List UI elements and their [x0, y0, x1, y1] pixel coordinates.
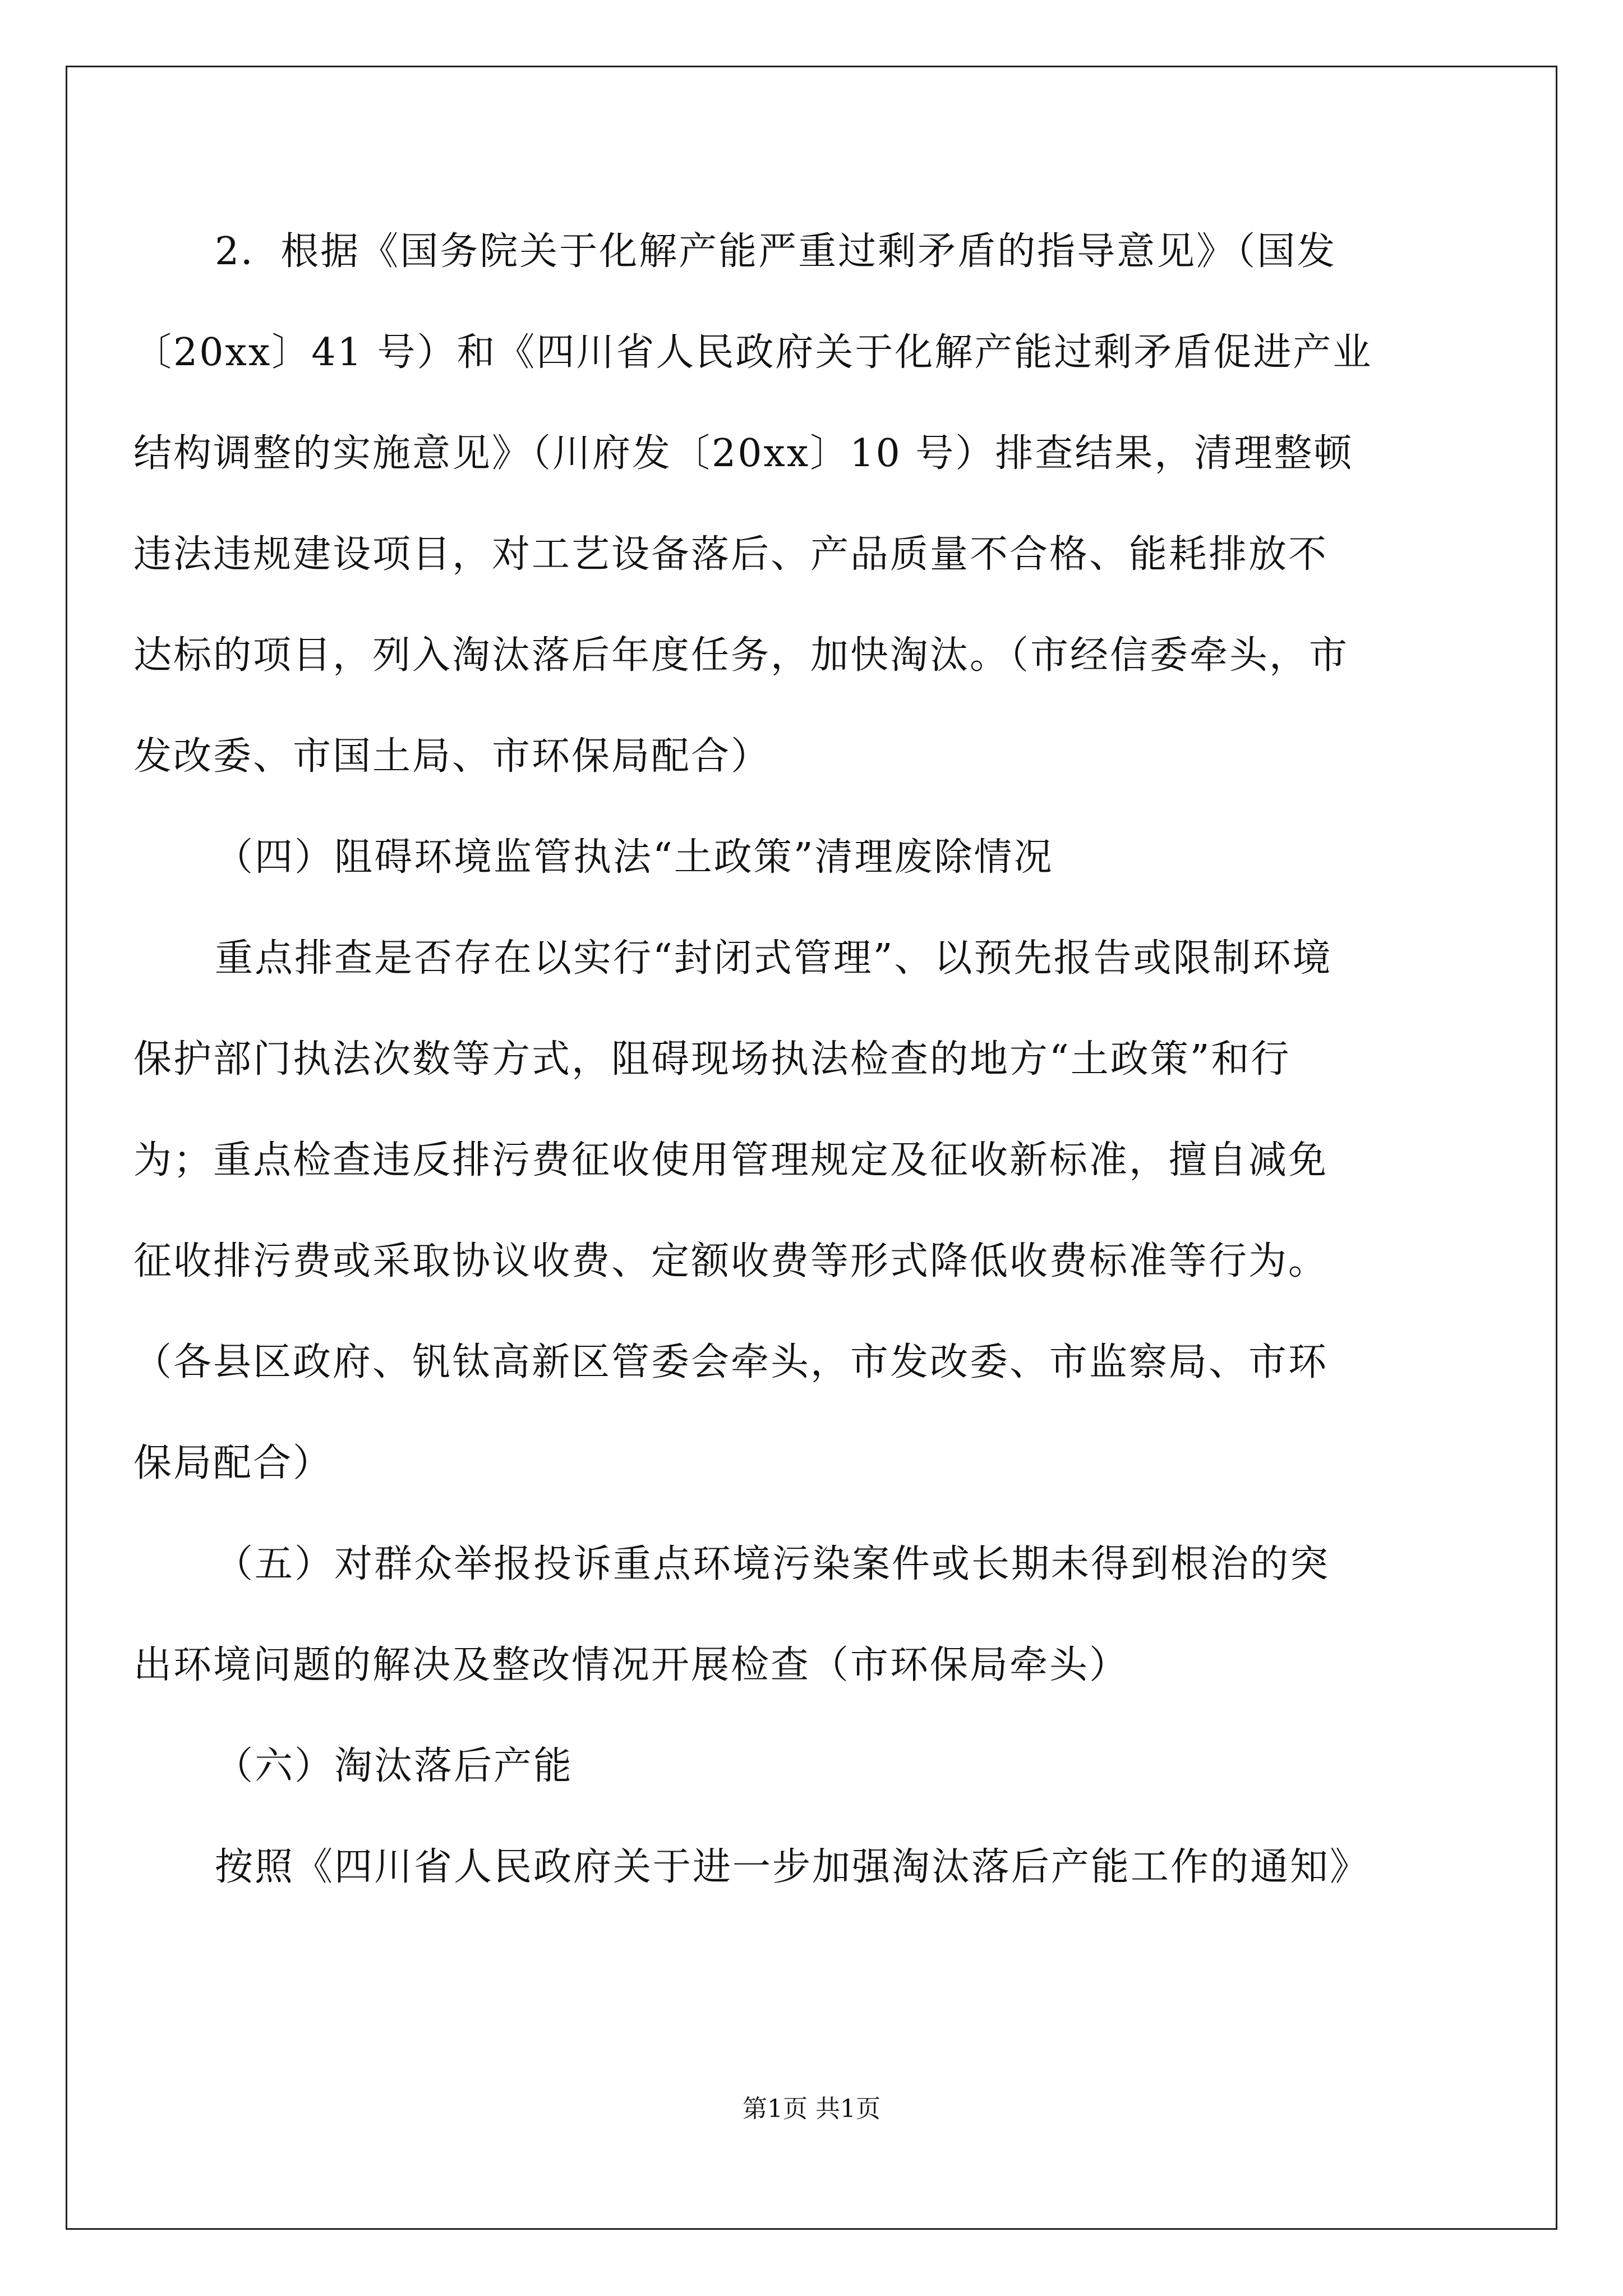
text-line: 2．根据《国务院关于化解产能严重过剩矛盾的指导意见》（国发: [215, 229, 1337, 274]
text-line: 保局配合）: [133, 1441, 333, 1485]
section-heading: （六）淘汰落后产能: [215, 1744, 574, 1788]
page-footer: 第1页 共1页: [743, 2095, 880, 2123]
text-line: 达标的项目，列入淘汰落后年度任务，加快淘汰。（市经信委牵头，市: [133, 633, 1349, 678]
text-line: 〔20xx〕41 号）和《四川省人民政府关于化解产能过剩矛盾促进产业: [133, 330, 1373, 375]
text-line: 保护部门执法次数等方式，阻碍现场执法检查的地方“土政策”和行: [133, 1037, 1291, 1082]
text-line: 重点排查是否存在以实行“封闭式管理”、以预先报告或限制环境: [215, 936, 1332, 981]
section-heading: （五）对群众举报投诉重点环境污染案件或长期未得到根治的突: [215, 1542, 1330, 1586]
text-line: （各县区政府、钒钛高新区管委会牵头，市发改委、市监察局、市环: [133, 1340, 1329, 1384]
text-line: 出环境问题的解决及整改情况开展检查（市环保局牵头）: [133, 1643, 1129, 1687]
text-line: 为；重点检查违反排污费征收使用管理规定及征收新标准，擅自减免: [133, 1138, 1329, 1182]
text-line: 违法违规建设项目，对工艺设备落后、产品质量不合格、能耗排放不: [133, 532, 1329, 577]
text-line: 发改委、市国土局、市环保局配合）: [133, 734, 771, 779]
text-line: 按照《四川省人民政府关于进一步加强淘汰落后产能工作的通知》: [215, 1845, 1370, 1889]
section-heading: （四）阻碍环境监管执法“土政策”清理废除情况: [215, 835, 1054, 880]
text-line: 征收排污费或采取协议收费、定额收费等形式降低收费标准等行为。: [133, 1239, 1329, 1283]
text-line: 结构调整的实施意见》（川府发〔20xx〕10 号）排查结果，清理整顿: [133, 431, 1354, 476]
